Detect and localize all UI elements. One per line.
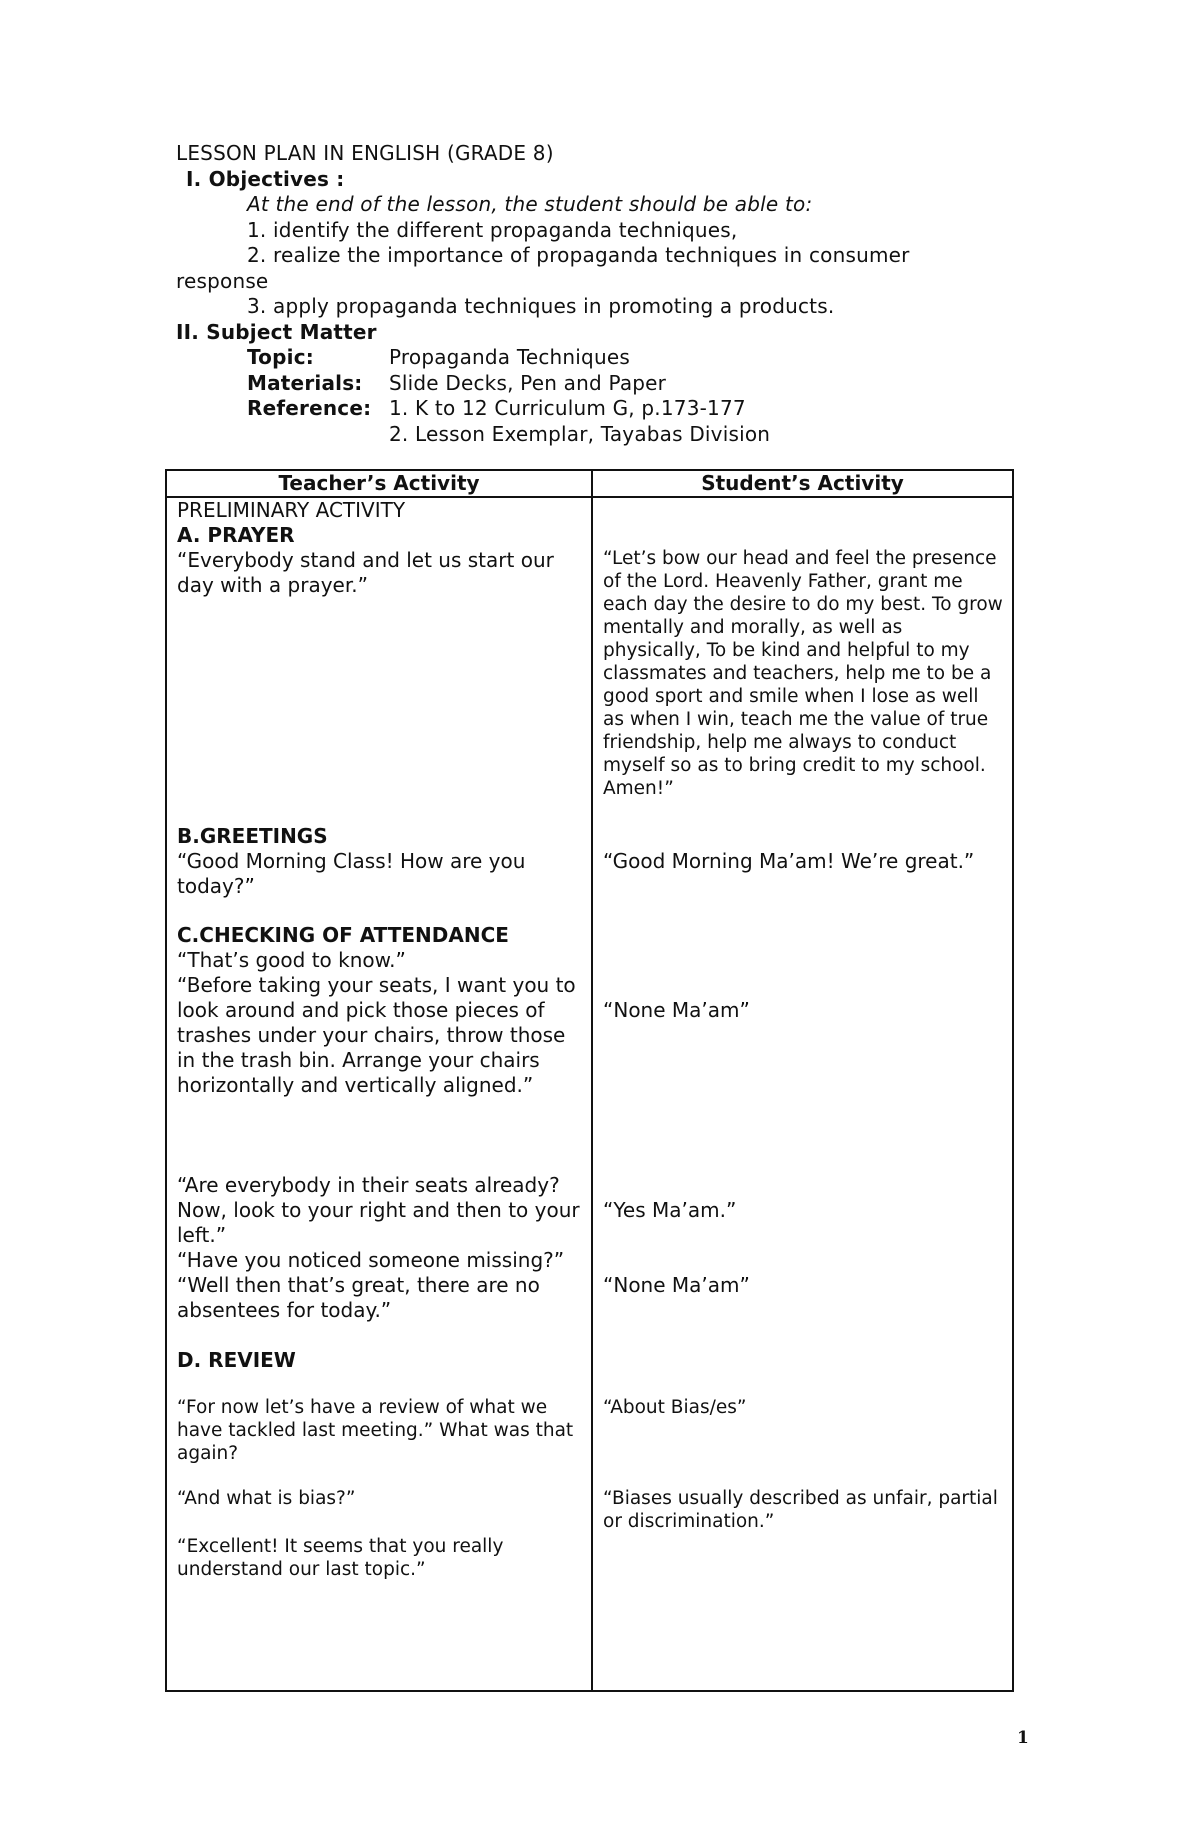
table-body-row xyxy=(166,497,1013,1691)
teacher-activity-cell xyxy=(166,497,592,1691)
prayer-student-text: “Let’s bow our head and feel the presence of the Lord. Heavenly Father, grant me each day the desire to do my best. To grow mentally and morally, as well as physically, To be kind and helpful to my classmates and teachers, help me to be a good sport and smile when I lose as well as when I win, teach me the value of true friendship, help me always to conduct myself so as to bring credit to my school. Amen!” xyxy=(603,548,1003,799)
reference-value: 2. Lesson Exemplar, Tayabas Division xyxy=(389,421,771,446)
review-heading: D. REVIEW xyxy=(177,1348,296,1372)
attendance-teacher-text: “Before taking your seats, I want you to look around and pick those pieces of trashes under your chairs, throw those in the trash bin. Arrange your chairs horizontally and vertically aligned.” xyxy=(177,973,576,1097)
objectives-intro: At the end of the lesson, the student should be able to: xyxy=(247,192,813,216)
review-teacher-text: “And what is bias?” xyxy=(177,1488,356,1509)
materials-value: Slide Decks, Pen and Paper xyxy=(389,370,667,395)
greetings-block xyxy=(177,824,582,899)
student-activity-cell xyxy=(592,497,1013,1691)
subject-matter-heading: II. Subject Matter xyxy=(176,319,377,344)
page-number: 1 xyxy=(1017,1728,1029,1748)
attendance-teacher-text: “That’s good to know.” xyxy=(177,948,406,972)
objective-item-continuation: response xyxy=(176,268,269,293)
reference-row xyxy=(176,396,1026,422)
attendance-block-2 xyxy=(177,1173,582,1323)
review-student-text: “About Bias/es” xyxy=(603,1397,747,1418)
attendance-student-text: “None Ma’am” xyxy=(603,1273,750,1297)
preliminary-block xyxy=(177,498,582,598)
document-title: LESSON PLAN IN ENGLISH (GRADE 8) xyxy=(176,141,554,165)
reference-value: 1. K to 12 Curriculum G, p.173-177 xyxy=(389,396,746,420)
review-teacher-text: “Excellent! It seems that you really understand our last topic.” xyxy=(177,1536,504,1580)
attendance-student-text: “None Ma’am” xyxy=(603,998,750,1022)
objectives-heading: I. Objectives : xyxy=(186,166,345,191)
attendance-teacher-text: “Are everybody in their seats already? Now, look to your right and then to your left.” xyxy=(177,1173,580,1247)
greetings-teacher-text: “Good Morning Class! How are you today?” xyxy=(177,849,526,898)
attendance-teacher-text: “Well then that’s great, there are no absentees for today.” xyxy=(177,1273,540,1322)
attendance-heading: C.CHECKING OF ATTENDANCE xyxy=(177,923,509,947)
objective-item: 2. realize the importance of propaganda techniques in consumer xyxy=(247,243,910,267)
topic-value: Propaganda Techniques xyxy=(389,345,630,369)
topic-row xyxy=(176,345,1026,371)
student-column-header: Student’s Activity xyxy=(592,470,1013,497)
greetings-heading: B.GREETINGS xyxy=(177,824,328,848)
topic-label: Topic: xyxy=(247,345,314,369)
lesson-header xyxy=(176,141,1026,447)
greetings-student-text: “Good Morning Ma’am! We’re great.” xyxy=(603,849,975,873)
activity-table xyxy=(165,469,1014,1692)
materials-row xyxy=(176,371,1026,397)
review-teacher-text: “For now let’s have a review of what we have tackled last meeting.” What was that again? xyxy=(177,1397,574,1464)
attendance-teacher-text: “Have you noticed someone missing?” xyxy=(177,1248,565,1272)
review-block xyxy=(177,1348,582,1373)
prayer-heading: A. PRAYER xyxy=(177,523,295,547)
materials-label: Materials: xyxy=(247,370,363,395)
preliminary-heading: PRELIMINARY ACTIVITY xyxy=(177,498,406,522)
teacher-column-header: Teacher’s Activity xyxy=(166,470,592,497)
objective-item: 3. apply propaganda techniques in promoting a products. xyxy=(247,294,835,318)
objective-item: 1. identify the different propaganda techniques, xyxy=(247,217,738,242)
reference-label: Reference: xyxy=(247,396,372,420)
table-header-row xyxy=(166,470,1013,497)
attendance-student-text: “Yes Ma’am.” xyxy=(603,1198,737,1222)
prayer-teacher-text: “Everybody stand and let us start our day with a prayer.” xyxy=(177,548,554,597)
attendance-block xyxy=(177,923,582,1098)
review-student-text: “Biases usually described as unfair, partial or discrimination.” xyxy=(603,1488,998,1532)
